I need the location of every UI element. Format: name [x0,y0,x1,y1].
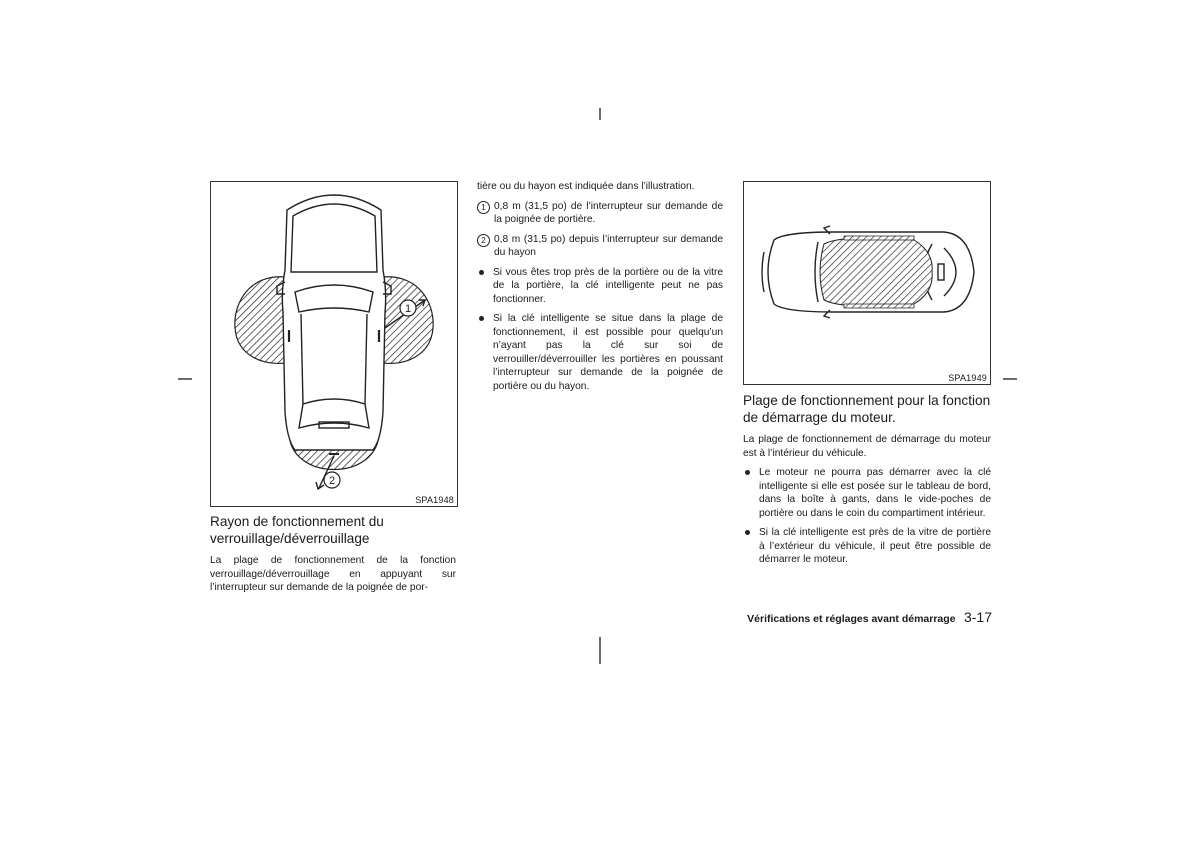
marker-1 [400,300,416,316]
numbered-item-2 [477,233,723,260]
middle-bullet-1-text: Si vous êtes trop près de la portière ou de la vitre de la portière, la clé intelligente peut ne pas fonctionner. [493,266,723,305]
crop-mark-top [599,108,601,120]
bullet-dot-icon [745,530,750,535]
engine-start-paragraph: La plage de fonctionnement de démarrage du moteur est à l’intérieur du véhicule. [743,434,991,459]
figure-lock-range [210,181,458,507]
engine-start-zone [820,236,932,308]
car-side-top-illustration [744,182,990,384]
lock-range-paragraph: La plage de fonctionnement de la fonction verrouillage/déverrouillage en appuyant sur l’interrupteur sur demande de la poignée de por- [210,555,456,593]
figure-id-spa1948: SPA1948 [415,495,454,505]
right-bullet-2-text: Si la clé intelligente est près de la vitre de portière à l’extérieur du véhicule, il peut être possible de démarrer le moteur. [759,527,991,565]
page-footer [690,609,992,627]
crop-mark-right [1003,378,1017,380]
car-top-view-illustration [211,182,457,506]
figure-id-spa1949: SPA1949 [948,373,987,383]
numbered-item-1 [477,200,723,227]
figure-engine-start-range [743,181,991,385]
marker-2 [324,472,340,488]
bullet-dot-icon [745,470,750,475]
car-outline [277,195,391,450]
engine-start-heading: Plage de fonctionnement pour la fonction de démarrage du moteur. [743,393,991,425]
right-bullet-1 [743,466,991,520]
middle-column [477,180,723,399]
numbered-item-2-text: 0,8 m (31,5 po) depuis l’interrupteur sur demande du hayon [494,233,723,258]
bullet-dot-icon [479,270,484,275]
number-badge-1: 1 [477,201,490,214]
right-bullet-1-text: Le moteur ne pourra pas démarrer avec la clé intelligente si elle est posée sur le tableau de bord, dans la boîte à gants, dans le vide-poches de portière ou dans le coin du compartiment intérieur. [759,467,991,519]
bullet-dot-icon [479,316,484,321]
number-badge-2: 2 [477,234,490,247]
middle-bullet-1 [477,266,723,307]
marker-1-label: 1 [404,303,412,315]
right-bullet-2 [743,526,991,567]
lock-range-heading: Rayon de fonctionnement du verrouillage/déverrouillage [210,514,384,546]
middle-intro: tière ou du hayon est indiquée dans l’illustration. [477,181,695,192]
crop-mark-bottom [599,637,601,664]
crop-mark-left [178,378,192,380]
right-column [743,392,991,573]
marker-2-label: 2 [328,475,336,487]
middle-bullet-2-text: Si la clé intelligente se situe dans la plage de fonctionnement, il est possible pour quelqu’un n’ayant pas la clé sur soi de verrouiller/déverrouiller les portières en poussant l’interrupteur sur demande de la poignée de portière ou du hayon. [493,313,723,392]
middle-bullet-2 [477,312,723,393]
page-number: 3-17 [963,609,992,625]
numbered-item-1-text: 0,8 m (31,5 po) de l’interrupteur sur demande de la poignée de portière. [494,200,723,225]
left-column [210,513,456,601]
footer-section-title: Vérifications et réglages avant démarrage [747,613,956,625]
